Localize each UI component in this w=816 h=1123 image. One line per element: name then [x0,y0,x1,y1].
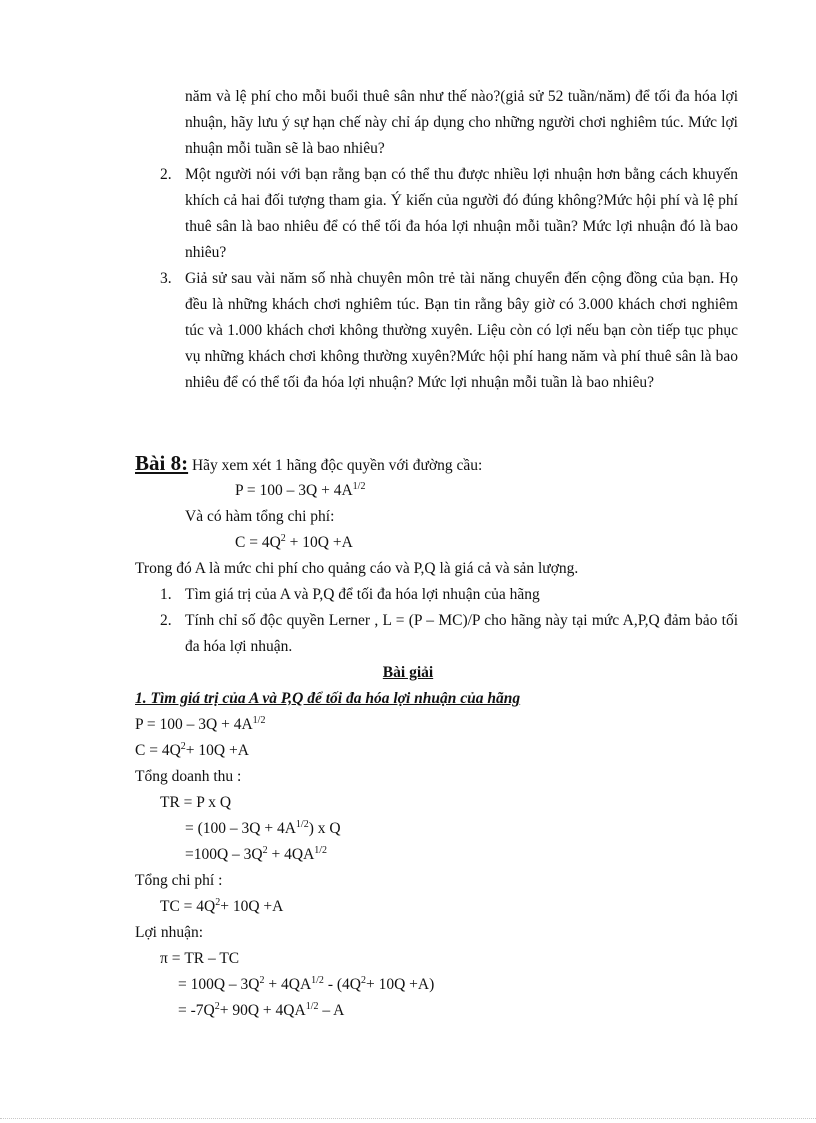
cost-label: Tổng chi phí : [135,872,223,889]
task-text: Tính chỉ số độc quyền Lerner , L = (P – MC)/P cho hãng này tại mức A,P,Q đảm bảo tối đa hóa lợi nhuận. [185,612,738,655]
exercise-label: Bài 8: [135,451,189,475]
equation-text: = 100Q – 3Q [178,976,260,993]
equation-profit-result [178,998,344,1024]
cost-equation [235,530,353,556]
equation-text: - (4Q [323,976,361,993]
equation-text: + 90Q + 4QA [219,1002,306,1019]
exponent: 2 [259,974,265,986]
equation-tr-result [185,842,327,868]
exponent: 1/2 [252,714,266,726]
equation-text: TC = 4Q [160,898,216,915]
equation-text: + 4QA [264,976,312,993]
equation-text: + 4QA [267,846,315,863]
equation-text: + 10Q +A) [365,976,435,993]
intro-paragraph: năm và lệ phí cho mỗi buổi thuê sân như thế nào?(giả sử 52 tuần/năm) để tối đa hóa lợi nhuận, hãy lưu ý sự hạn chế này chỉ áp dụng cho những người chơi nghiêm túc. Mức lợi nhuận mỗi tuần sẽ là bao nhiêu? [185,88,738,157]
equation-text: + 10Q +A [220,898,284,915]
equation-profit-step [178,972,434,998]
exponent: 2 [360,974,366,986]
list-item-text: Giả sử sau vài năm số nhà chuyên môn trẻ tài năng chuyển đến cộng đồng của bạn. Họ đều là những khách chơi nghiêm túc. Bạn tin rằng bây giờ có 3.000 khách chơi nghiêm túc và 1.000 khách chơi không thường xuyên. Liệu còn có lợi nếu bạn còn tiếp tục phục vụ những khách chơi không thường xuyên?Mức hội phí hang năm và phí thuê sân là bao nhiêu để có thể tối đa hóa lợi nhuận? Mức lợi nhuận mỗi tuần là bao nhiêu? [185,270,738,391]
item-number: 2. [160,166,172,183]
exponent: 1/2 [305,1000,319,1012]
equation-tr: TR = P x Q [160,794,232,811]
solution-heading: Bài giải [382,664,434,681]
exponent: 2 [262,844,268,856]
exercise-intro: Hãy xem xét 1 hãng độc quyền với đường cầu: [191,457,483,474]
item-number: 3. [160,270,172,287]
equation-text: ) x Q [308,820,341,837]
exercise-heading-line [135,450,482,479]
equation-profit: π = TR – TC [160,950,240,967]
task-number: 2. [160,612,172,629]
page-bottom-divider [0,1118,816,1119]
exponent: 2 [180,740,186,752]
equation-p [135,712,265,738]
equation-text: = (100 – 3Q + 4A [185,820,296,837]
exponent: 2 [280,532,286,544]
exponent: 1/2 [311,974,324,986]
equation-tr-step [185,816,341,842]
cost-intro: Và có hàm tổng chi phí: [185,508,335,525]
demand-equation-text: P = 100 – 3Q + 4A [235,482,353,499]
list-item-text: Một người nói với bạn rằng bạn có thể thu được nhiều lợi nhuận hơn bằng cách khuyến khích cả hai đối tượng tham gia. Ý kiến của người đó đúng không?Mức hội phí và lệ phí thuê sân là bao nhiêu để có thể tối đa hóa lợi nhuận mỗi tuần? Mức lợi nhuận đó là bao nhiêu? [185,166,738,261]
where-statement: Trong đó A là mức chi phí cho quảng cáo và P,Q là giá cả và sản lượng. [135,560,579,577]
task-text: Tìm giá trị của A và P,Q để tối đa hóa lợi nhuận của hãng [185,586,540,603]
profit-label: Lợi nhuận: [135,924,204,941]
equation-text: =100Q – 3Q [185,846,263,863]
equation-tc [160,894,283,920]
cost-equation-text: C = 4Q [235,534,281,551]
task-number: 1. [160,586,172,603]
exponent: 1/2 [352,480,366,492]
equation-text: C = 4Q [135,742,181,759]
equation-text: = -7Q [178,1002,215,1019]
exponent: 2 [214,1000,220,1012]
revenue-label: Tổng doanh thu : [135,768,242,785]
demand-equation [235,478,365,504]
equation-text: – A [318,1002,345,1019]
section-title: 1. Tìm giá trị của A và P,Q để tối đa hóa lợi nhuận của hãng [135,690,521,707]
exponent: 1/2 [314,844,328,856]
exponent: 2 [215,896,221,908]
cost-equation-text: + 10Q +A [285,534,353,551]
equation-text: + 10Q +A [185,742,249,759]
equation-text: P = 100 – 3Q + 4A [135,716,253,733]
equation-c [135,738,249,764]
exponent: 1/2 [295,818,309,830]
